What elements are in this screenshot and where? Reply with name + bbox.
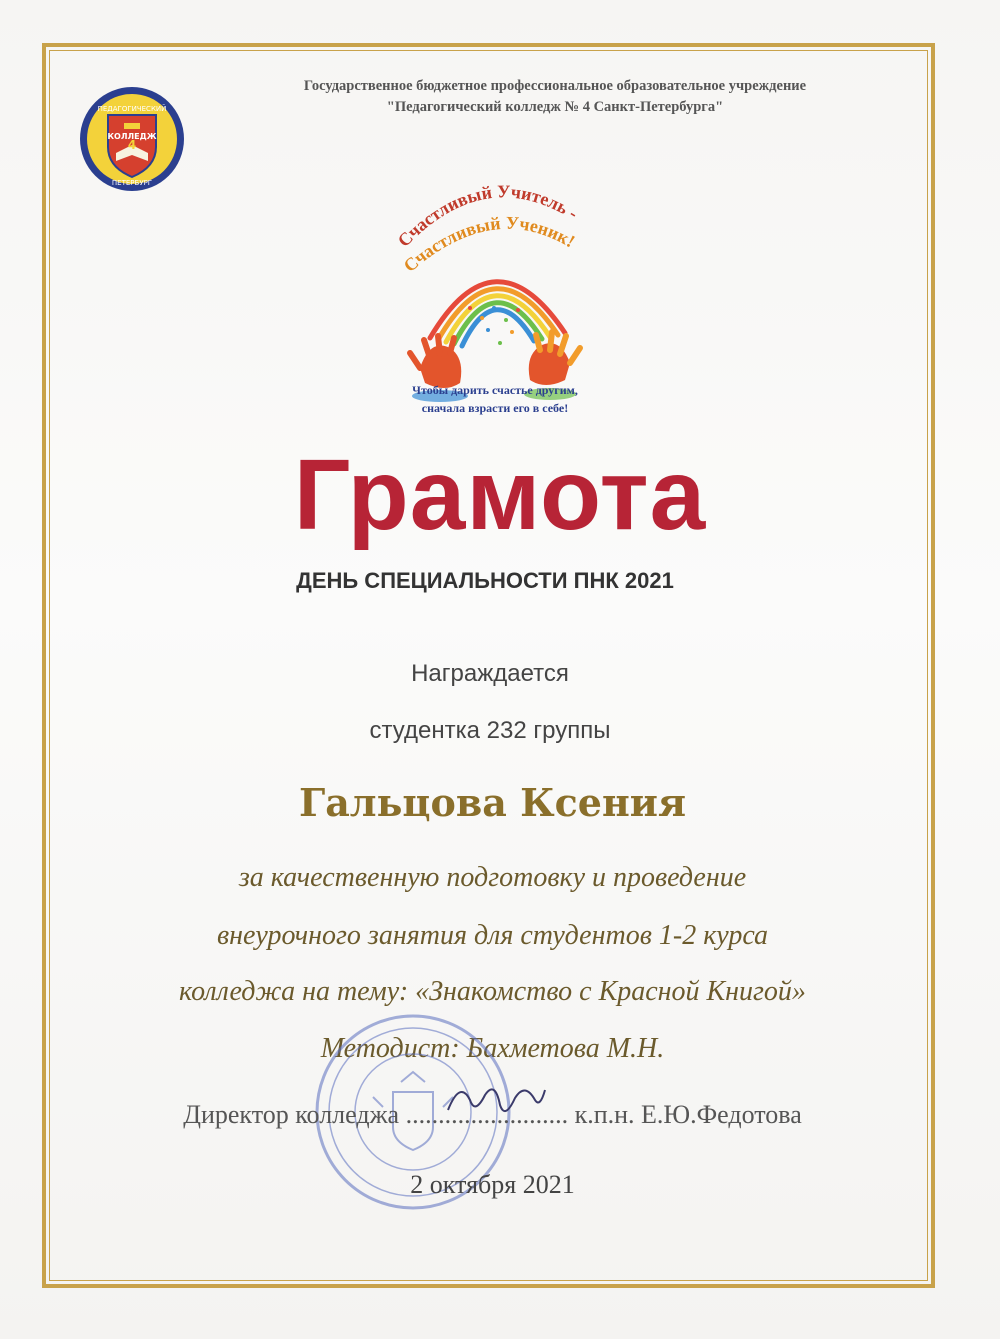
recipient-group: студентка 232 группы (369, 717, 611, 744)
reason-line-1: за качественную подготовку и проведение (238, 862, 747, 893)
emblem-text-bottom: ПЕТЕРБУРГ (111, 179, 153, 187)
reason-line-3: колледжа на тему: «Знакомство с Красной Книгой» (179, 976, 806, 1007)
issue-date: 2 октября 2021 (410, 1170, 575, 1199)
handwritten-signature-icon (440, 1070, 550, 1130)
rainbow-icon (430, 282, 565, 346)
institution-header (210, 76, 900, 118)
certificate-title: Грамота (293, 439, 707, 551)
recipient-name: Гальцова Ксения (298, 780, 687, 825)
logo-arc-line-1: Счастливый Учитель - (393, 181, 582, 251)
event-subtitle: ДЕНЬ СПЕЦИАЛЬНОСТИ ПНК 2021 (296, 568, 674, 593)
logo-motto-line-2: сначала взрасти его в себе! (421, 401, 569, 415)
happy-teacher-logo (390, 168, 600, 430)
header-line-1: Государственное бюджетное профессиональное образовательное учреждение (303, 78, 807, 94)
college-emblem-icon (78, 85, 186, 193)
methodist-line: Методист: Бахметова М.Н. (320, 1033, 665, 1064)
emblem-text-top: ПЕДАГОГИЧЕСКИЙ (97, 105, 167, 113)
emblem-number: 4 (127, 138, 137, 152)
logo-arc-line-2: Счастливый Ученик! (399, 212, 579, 276)
logo-motto-line-1: Чтобы дарить счастье другим, (412, 383, 578, 397)
director-signature-line: Директор колледжа ......................... к.п.н. Е.Ю.Федотова (183, 1100, 802, 1129)
emblem-text-mid: КОЛЛЕДЖ (107, 132, 157, 141)
header-line-2: "Педагогический колледж № 4 Санкт-Петербурга" (386, 99, 724, 115)
reason-line-2: внеурочного занятия для студентов 1-2 курса (216, 920, 769, 951)
awarded-label: Награждается (411, 660, 569, 687)
